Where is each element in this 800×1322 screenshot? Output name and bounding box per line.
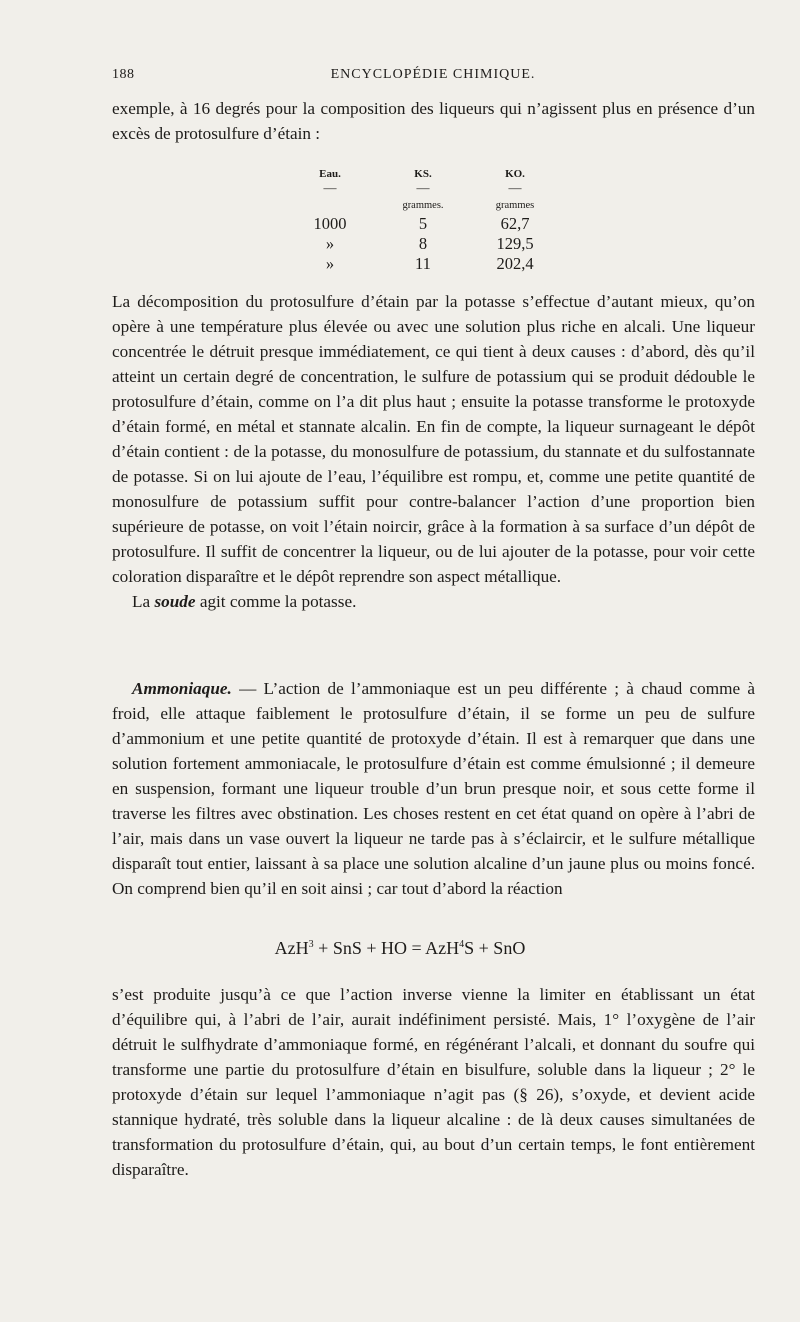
page-number: 188 [112, 67, 135, 82]
table-cell: 62,7 [500, 214, 530, 233]
equation-part-2: + SnS + HO = AzH [313, 938, 460, 958]
table-header: KO. [505, 168, 525, 180]
paragraph-soude-prefix: La [132, 592, 151, 611]
paragraph-soude-suffix: agit comme la potasse. [199, 592, 357, 611]
chemical-equation [0, 938, 800, 959]
equation-sup-2: 4 [459, 939, 465, 950]
paragraph-equilibre: s’est produite jusqu’à ce que l’action inverse vienne la limiter en établissant un état d’équilibre qui, à l’abri de l’air, aurait indéfiniment persisté. Mais, 1° l’oxygène de l’air détruit le sulfhydrate d’ammoniaque formé, en régénérant l’alcali, et donnant du soufre qui transforme une partie du protosulfure d’étain en bisulfure, soluble dans la liqueur ; 2° le protoxyde d’étain sur lequel l’ammoniaque n’agit pas (§ 26), s’oxyde, et devient acide stannique hydraté, très soluble dans la liqueur alcaline : de là deux causes simultanées de transformation du protosulfure d’étain, qui, au bout d’un certain temps, le font entièrement disparaître. [112, 985, 755, 1179]
table-cell: 202,4 [496, 254, 534, 273]
running-title: ENCYCLOPÉDIE CHIMIQUE. [330, 67, 536, 82]
table-rule: — [323, 180, 337, 195]
table-column-ko [480, 168, 550, 274]
page-header [112, 67, 754, 89]
paragraph-decomposition: La décomposition du protosulfure d’étain par la potasse s’effectue d’autant mieux, qu’on opère à une température plus élevée ou avec une solution plus riche en alcali. Une liqueur concentrée le détruit presque immédiatement, ce qui tient à deux causes : d’abord, dès qu’il atteint un certain degré de concentration, le sulfure de potassium qui se produit dédouble le protosulfure d’étain, comme on l’a dit plus haut ; ensuite la potasse transforme le protoxyde d’étain formé, en métal et stannate alcalin. En fin de compte, la liqueur surnageant le dépôt d’étain contient : de la potasse, du monosulfure de potassium, du stannate et du sulfostannate de potasse. Si on lui ajoute de l’eau, l’équilibre est rompu, et, comme une petite quantité de monosulfure de potassium suffit pour contre-balancer l’action d’une proportion bien supérieure de potasse, on voit l’étain noircir, grâce à la formation à sa surface d’un dépôt de protosulfure. Il suffit de concentrer la liqueur, ou de lui ajouter de la potasse, pour voir cette coloration disparaître et le dépôt reprendre son aspect métallique. [112, 292, 755, 586]
intro-paragraph [112, 96, 755, 146]
table-column-eau [300, 168, 360, 274]
table-cell: 129,5 [496, 234, 534, 253]
table-header: Eau. [319, 168, 341, 180]
table-rule: — [416, 180, 430, 195]
table-unit: grammes. [402, 200, 444, 211]
table-rule: — [508, 180, 522, 195]
table-cell: » [325, 234, 335, 253]
section-equilibre [112, 982, 755, 1182]
ammoniaque-heading: Ammoniaque. [132, 679, 232, 698]
table-cell: 1000 [313, 214, 347, 233]
equation-part-3: S + SnO [464, 938, 526, 958]
table-cell: 5 [418, 214, 428, 233]
table-cell: 8 [418, 234, 428, 253]
section-ammoniaque [112, 676, 755, 901]
paragraph-soude [112, 589, 755, 614]
table-column-ks [388, 168, 458, 274]
equation-sup-1: 3 [308, 939, 314, 950]
paragraph-ammoniaque [112, 676, 755, 901]
soude-term: soude [154, 592, 196, 611]
intro-text: exemple, à 16 degrés pour la composition des liqueurs qui n’agissent plus en présence d’un excès de protosulfure d’étain : [112, 99, 755, 143]
table-unit [300, 200, 360, 214]
table-header: KS. [414, 168, 432, 180]
table-cell: 11 [415, 254, 431, 273]
section-potasse [112, 289, 755, 614]
ammoniaque-text: — L’action de l’ammoniaque est un peu différente ; à chaud comme à froid, elle attaque faiblement le protosulfure d’étain, il se forme un peu de sulfure d’ammonium et une petite quantité de protoxyde d’étain. Il est à remarquer que dans une solution fortement ammoniacale, le protosulfure d’étain est comme émulsionné ; il demeure en suspension, formant une liqueur trouble d’un brun presque noir, et sous cette forme il traverse les filtres avec obstination. Les choses restent en cet état quand on opère à l’abri de l’air, mais dans un vase ouvert la liqueur ne tarde pas à s’éclaircir, et le sulfure métallique disparaît tout entier, laissant à sa place une solution alcaline d’un jaune plus ou moins foncé. On comprend bien qu’il en soit ainsi ; car tout d’abord la réaction [112, 679, 756, 898]
table-unit: grammes [495, 200, 535, 211]
table-cell: » [325, 254, 335, 273]
equation-part-1: AzH [274, 938, 309, 958]
